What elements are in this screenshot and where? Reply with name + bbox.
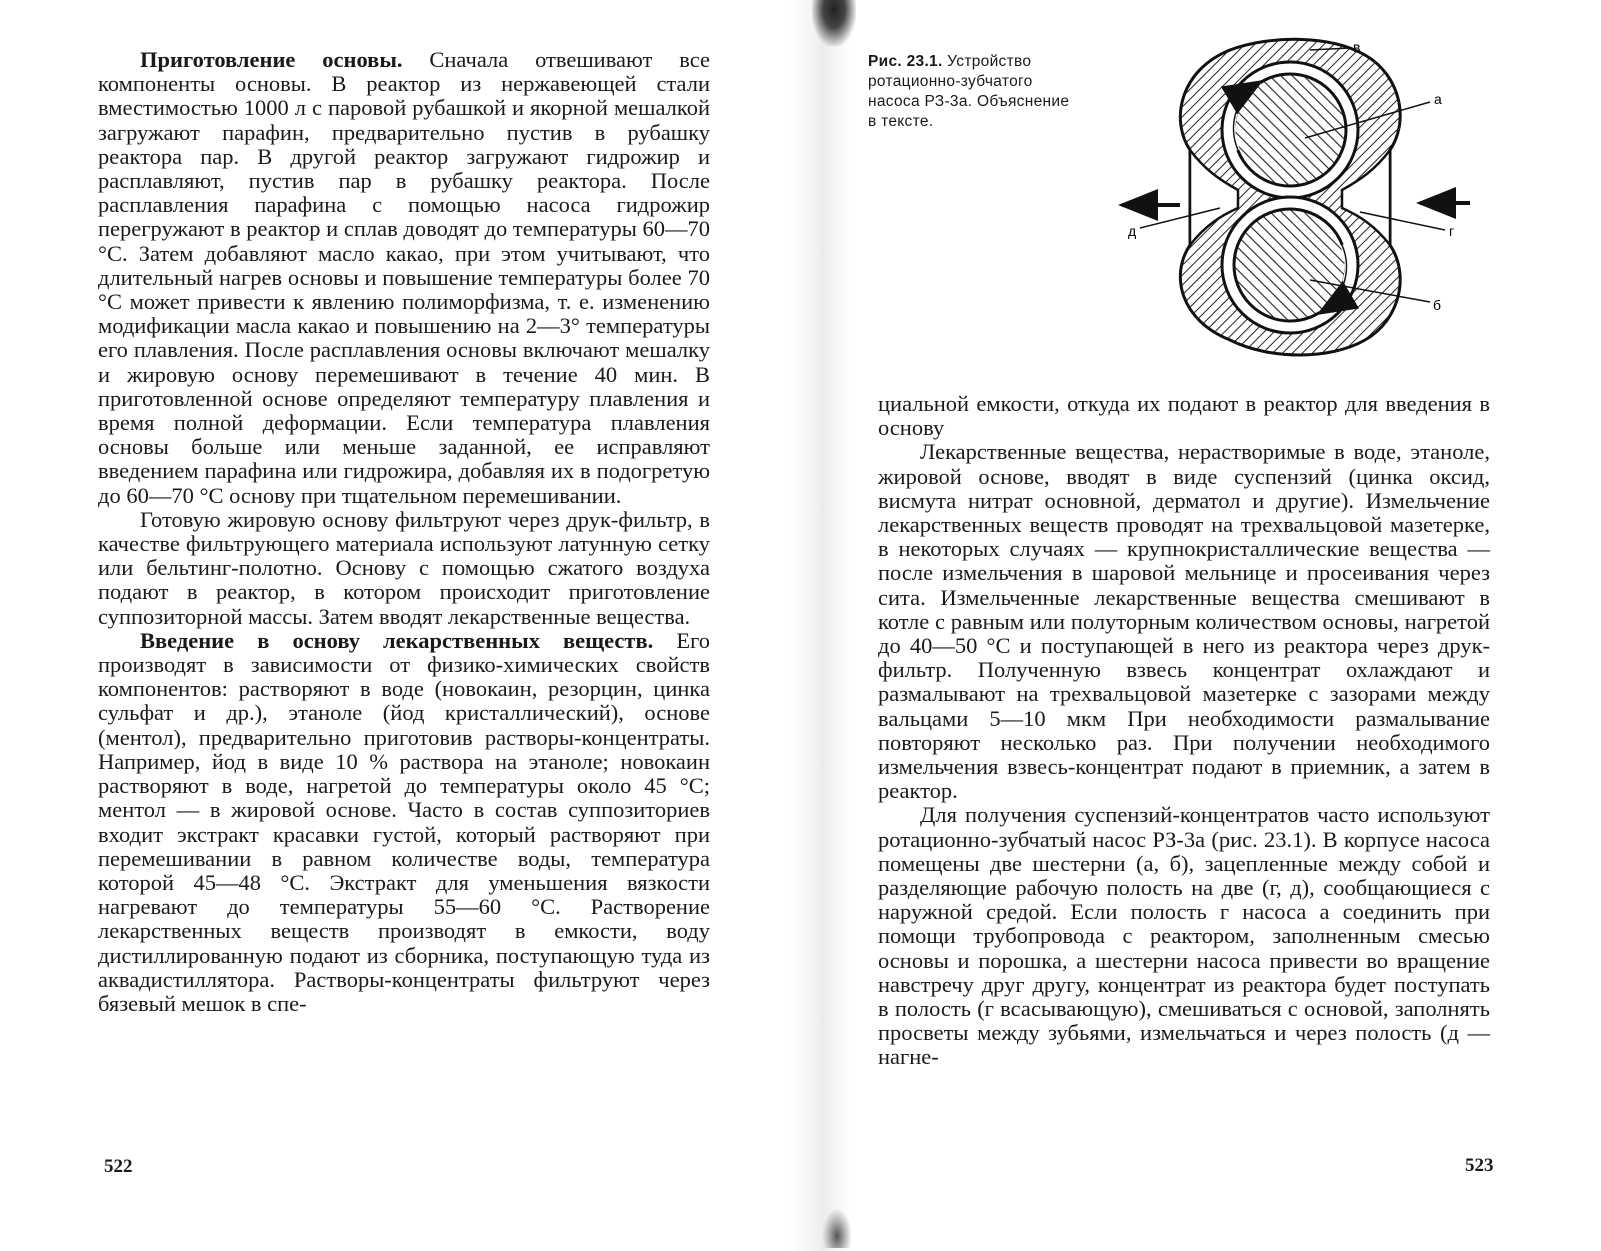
label-v: в xyxy=(1353,39,1361,55)
label-a: а xyxy=(1434,91,1442,107)
label-b: б xyxy=(1433,297,1442,313)
paragraph-drug-introduction xyxy=(98,629,710,1016)
paragraph-continuation: циальной емкости, откуда их подают в реактор для введения в основу xyxy=(878,391,1490,441)
right-page-text xyxy=(878,392,1490,1070)
label-g: г xyxy=(1449,223,1455,239)
paragraph-pump: Для получения суспензий-концентратов часто используют ротационно-зубчатый насос РЗ-3а (рис. 23.1). В корпусе насоса помещены две шестерни (а, б), зацепленные между собой и разделяющие рабочую полость на две (г, д), сообщающиеся с наружной средой. Если полость г насоса а соединить при помощи трубопровода с реактором, заполненным смесью основы и порошка, а шестерни насоса привести во вращение навстречу друг другу, концентрат из реактора будет поступать в полость (г всасывающую), смешиваться с основой, заполнять просветы между зубьями, измельчаться и через полость (д — нагне- xyxy=(878,802,1490,1070)
figure-caption-label: Рис. 23.1. xyxy=(868,53,943,70)
figure-caption-text: Устройство ротационно-зубчатого насоса РЗ-3а. Объяснение в тексте. xyxy=(868,53,1070,130)
page-number-left: 522 xyxy=(104,1156,133,1177)
left-page-text xyxy=(98,48,710,1016)
paragraph-filtering xyxy=(98,508,710,629)
pump-diagram xyxy=(1110,30,1480,360)
paragraph-text: Готовую жировую основу фильтруют через друк-фильтр, в качестве фильтрующего материала используют латунную сетку или бельтинг-полотно. Основу с помощью сжатого воздуха подают в реактор, в котором происходит приготовление суппозиторной массы. Затем вводят лекарственные вещества. xyxy=(98,506,710,629)
heading-base-preparation: Приготовление основы. xyxy=(140,47,403,72)
label-d: д xyxy=(1128,223,1137,239)
paragraph-base-preparation xyxy=(98,48,710,508)
paragraph-insoluble-drugs: Лекарственные вещества, нерастворимые в воде, этаноле, жировой основе, вводят в виде суспензий (цинка оксид, висмута нитрат основной, дерматол и другие). Измельчение лекарственных веществ проводят на трехвальцовой мазетерке, в некоторых случаях — крупнокристаллические вещества — после измельчения в шаровой мельнице и просеивания через сита. Измельченные лекарственные вещества смешивают в котле с равным или полуторным количеством основы, нагретой до 40—50 °С и поступающей в него из реактора через друк-фильтр. Полученную взвесь концентрат охлаждают и размалывают на трехвальцовой мазетерке с зазорами между вальцами 5—10 мкм При необходимости размалывание повторяют несколько раз. При получении необходимого измельчения взвесь-концентрат подают в приемник, а затем в реактор. xyxy=(878,439,1490,804)
paragraph-text: Его производят в зависимости от физико-химических свойств компонентов: растворяют в воде (новокаин, резорцин, цинка сульфат и др.), этаноле (йод кристаллический), основе (ментол), предварительно приготовив растворы-концентраты. Например, йод в виде 10 % раствора на этаноле; новокаин растворяют в воде, нагретой до температуры около 45 °С; ментол — в жировой основе. Часто в состав суппозиториев входит экстракт красавки густой, который растворяют при перемешивании в равном количестве воды, температура которой 45—48 °С. Экстракт для уменьшения вязкости нагревают до температуры 55—60 °С. Растворение лекарственных веществ производят в емкости, воду дистиллированную подают из сборника, поступающую туда из аквадистиллятора. Растворы-концентраты фильтруют через бязевый мешок в спе- xyxy=(98,627,710,1016)
page-number-right: 523 xyxy=(1465,1155,1494,1176)
paragraph-text: Сначала отвешивают все компоненты основы. В реактор из нержавеющей стали вместимостью 1000 л с паровой рубашкой и якорной мешалкой загружают парафин, предварительно пустив в рубашку реактора пар. В другой реактор загружают гидрожир и расплавляют, пустив пар в рубашку реактора. После расплавления парафина с помощью насоса гидрожир перегружают в реактор и сплав доводят до температуры 60—70 °С. Затем добавляют масло какао, при этом учитывают, что длительный нагрев основы и повышение температуры более 70 °С может привести к явлению полиморфизма, т. е. изменению модификации масла какао и повышению на 2—3° температуры его плавления. После расплавления основы включают мешалку и жировую основу перемешивают в течение 40 мин. В приготовленной основе определяют температуру плавления и время полной деформации. Если температура плавления основы больше или меньше заданной, ее исправляют введением парафина или гидрожира, добавляя их в подогретую до 60—70 °С основу при тщательном перемешивании. xyxy=(98,47,710,508)
left-page xyxy=(0,0,790,1251)
heading-drug-introduction: Введение в основу лекарственных веществ. xyxy=(140,627,654,653)
figure-caption xyxy=(868,52,1078,132)
